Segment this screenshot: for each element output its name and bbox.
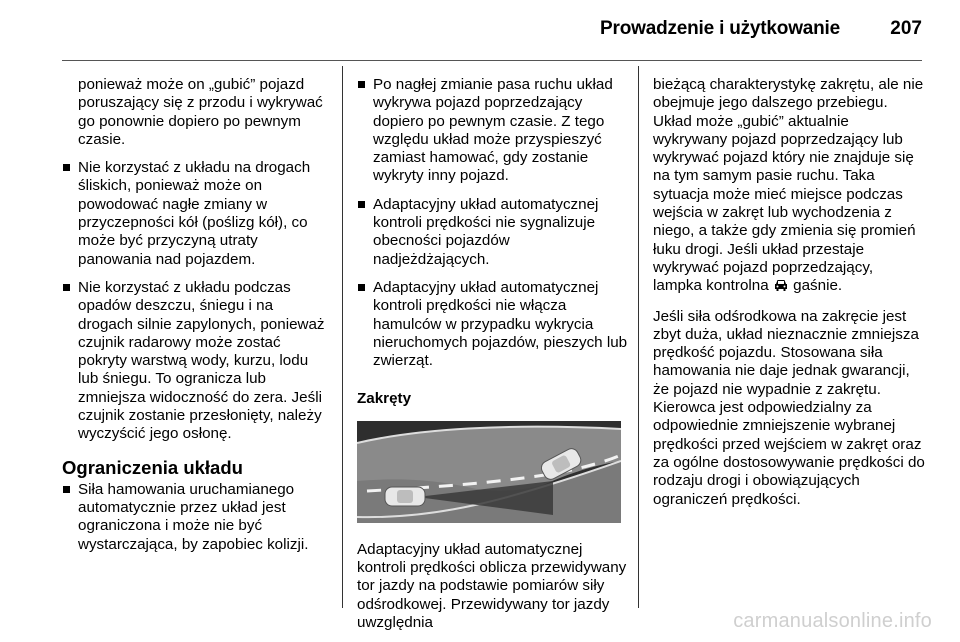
curve-illustration xyxy=(357,421,621,523)
page-header-title: Prowadzenie i użytkowanie xyxy=(600,18,840,39)
bullet-item: Adaptacyjny układ automatycznej kontroli prędkości nie włącza hamulców w przypadku wykrycia nieruchomych pojazdów, pieszych lub zwierząt. xyxy=(357,279,629,370)
bullet-item: Nie korzystać z układu na drogach śliskich, ponieważ może on powodować nagłe zmiany w przyczepności kół (poślizg kół), co może być przyczyną utraty panowania nad pojazdem. xyxy=(62,159,330,269)
page-number: 207 xyxy=(890,18,922,39)
subheading: Zakręty xyxy=(357,390,412,408)
column-separator xyxy=(638,66,639,608)
watermark: carmanualsonline.info xyxy=(733,610,932,632)
section-heading: Ograniczenia układu xyxy=(62,456,243,478)
paragraph: Jeśli siła odśrodkowa na zakręcie jest zbyt duża, układ nieznacznie zmniejsza prędkość pojazdu. Stosowana siła hamowania nie daje jednak gwarancji, że pojazd nie wypadnie z zakrętu. Kierowca jest odpowiedzialny za odpowiednie zmniejszenie wybranej prędkości przed wejściem w zakręt oraz za ogólne dostosowywanie prędkości do rodzaju drogi i obowiązujących ograniczeń prędkości. xyxy=(653,307,925,508)
bullet-item: Siła hamowania uruchamianego automatycznie przez układ jest ograniczona i może nie być wystarczająca, by zapobiec kolizji. xyxy=(62,481,330,554)
paragraph xyxy=(653,76,925,298)
bullet-item: Po nagłej zmianie pasa ruchu układ wykrywa pojazd poprzedzający dopiero po pewnym czasie. Z tego względu układ może przyspieszyć zamiast hamować, gdy zostanie wykryty inny pojazd. xyxy=(357,76,629,186)
column-3 xyxy=(653,76,925,519)
bullet-item: Adaptacyjny układ automatycznej kontroli prędkości nie sygnalizuje obecności pojazdów nadjeżdżających. xyxy=(357,196,629,269)
column-separator xyxy=(342,66,343,608)
paragraph-text: gaśnie. xyxy=(793,277,843,295)
vehicle-ahead-icon xyxy=(773,278,789,297)
paragraph: ponieważ może on „gubić” pojazd poruszający się z przodu i wykrywać go ponownie dopiero po pewnym czasie. xyxy=(78,76,323,148)
bullet-item: Nie korzystać z układu podczas opadów deszczu, śniegu i na drogach silnie zapylonych, ponieważ czujnik radarowy może zostać pokryty warstwą wody, kurzu, lodu lub śniegu. To ogranicza lub zmniejsza widoczność do zera. Jeśli czujnik zostanie przesłonięty, należy wyczyścić jego osłonę. xyxy=(62,279,330,444)
paragraph: Adaptacyjny układ automatycznej kontroli prędkości oblicza przewidywany tor jazdy na podstawie pomiarów siły odśrodkowej. Przewidywany tor jazdy uwzględnia xyxy=(357,540,627,631)
column-2 xyxy=(357,76,629,642)
column-1 xyxy=(62,76,330,564)
header-rule xyxy=(62,60,922,61)
paragraph-text: bieżącą charakterystykę zakrętu, ale nie obejmuje jego dalszego przebiegu. Układ może „gubić” aktualnie wykrywany pojazd poprzedzający lub wykrywać pojazd który nie znajduje się na tym samym pasie ruchu. Taka sytuacja może mieć miejsce podczas wejścia w zakręt lub wychodzenia z niego, a także gdy zmienia się promień łuku drogi. Jeśli układ przestaje wykrywać pojazd poprzedzający, lampka kontrolna xyxy=(653,76,924,295)
curve-illustration-svg xyxy=(357,421,621,523)
